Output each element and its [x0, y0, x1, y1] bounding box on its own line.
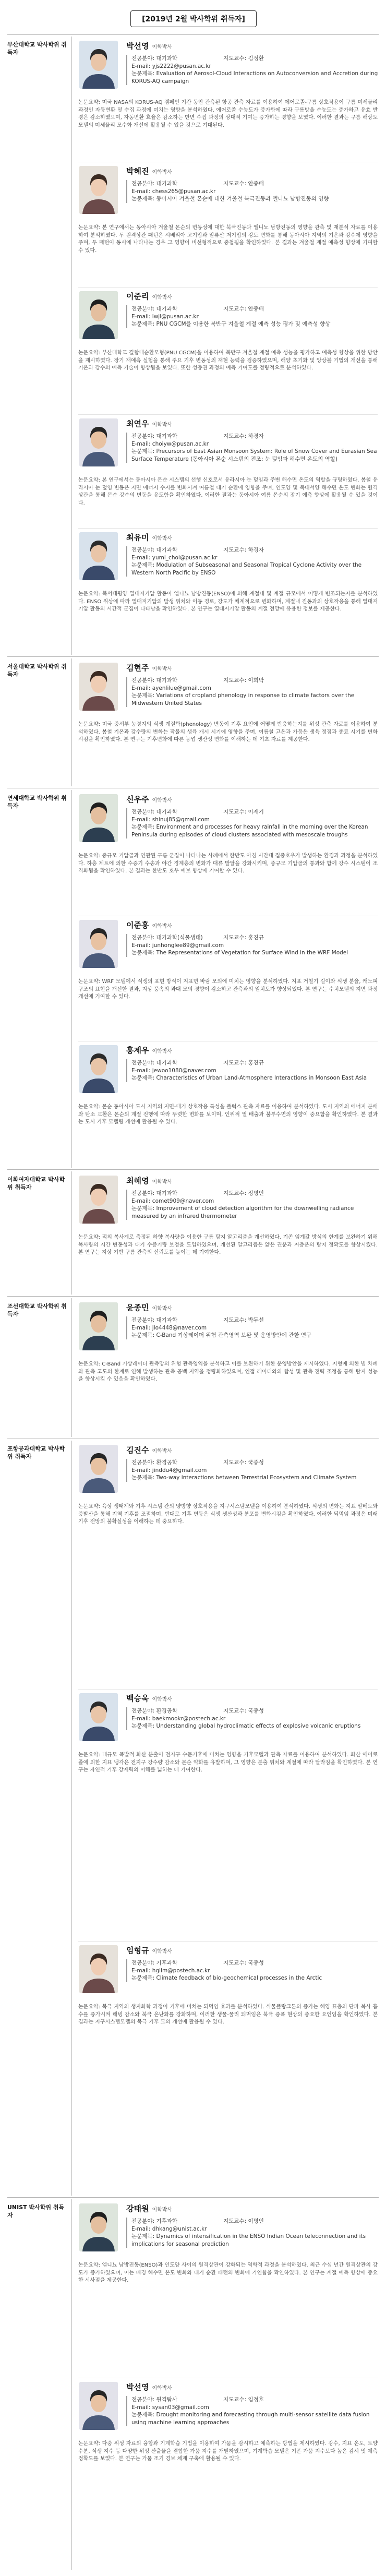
graduate-info — [126, 1693, 381, 1730]
graduate-details — [126, 934, 381, 957]
graduate-name-line — [126, 1302, 381, 1314]
section-divider — [7, 1169, 379, 1170]
portrait-photo — [79, 291, 118, 339]
email: E-mail: comet909@naver.com — [131, 1197, 214, 1204]
major-field: 전공분야: 대기과학(식물생태) — [131, 934, 203, 941]
thesis-summary: 논문요약: 본 연구에서는 동아시아 겨울철 몬순의 변동성에 대한 북극진동과 엘니뇨 남방진동의 영향을 관측 및 재분석 자료를 이용하여 분석하였다. 두 원격상관 패턴은 시베리아 고기압과 알류샨 저기압의 강도 변화를 통해 동아시아 지역의 기온과 강수에 영향을 주며, 두 패턴이 동시에 나타나는 경우 그 영향이 비선형적으로 중첩됨을 확인하였다. 본 결과는 겨울철 계절 예측성 향상에 기여할 수 있다. — [78, 225, 378, 254]
portrait-photo — [79, 418, 118, 466]
email: E-mail: junhonglee89@gmail.com — [131, 942, 224, 949]
degree-label: 이학박사 — [152, 2386, 173, 2391]
graduate-name: 박선영 — [126, 2382, 149, 2392]
graduate-info — [126, 663, 381, 707]
degree-label: 이학박사 — [152, 536, 173, 542]
degree-label: 이학박사 — [152, 1049, 173, 1055]
thesis-title: 논문제목: Two-way interactions between Terrestrial Ecosystem and Climate System — [131, 1475, 357, 1481]
thesis-title: 논문제목: PNU CGCM을 이용한 북반구 겨울철 계절 예측 성능 평가 및 예측성 향상 — [131, 321, 331, 327]
major-field: 전공분야: 기후과학 — [131, 1960, 178, 1966]
thesis-summary: 논문요약: 부산대학교 결합대순환모형(PNU CGCM)을 이용하여 북반구 겨울철 계절 예측 성능을 평가하고 예측성 향상을 위한 방안을 제시하였다. 장기 재예측 실험을 통해 주요 기후 변동성의 재현 능력을 검증하였으며, 해양 초기화 및 앙상블 기법의 개선을 통해 기온과 강수의 예측 기술이 향상됨을 보였다. 또한 성층권 과정의 예측 기여도를 정량적으로 분석하였다. — [78, 350, 378, 372]
major-field: 전공분야: 대기과학 — [131, 181, 178, 187]
graduate-name: 홍제우 — [126, 1046, 149, 1055]
graduate-name-line — [126, 794, 381, 806]
thesis-title: 논문제목: Climate feedback of bio-geochemical processes in the Arctic — [131, 1975, 322, 1981]
advisor: 지도교수: 하경자 — [223, 433, 264, 439]
graduate-details — [126, 433, 381, 463]
graduate-name: 최연우 — [126, 419, 149, 428]
graduate-info — [126, 920, 381, 957]
graduate-name-line — [126, 166, 381, 178]
section-divider — [7, 1296, 379, 1297]
degree-label: 이학박사 — [152, 1697, 173, 1703]
degree-label: 이학박사 — [152, 2207, 173, 2213]
section-divider — [7, 2197, 379, 2198]
email: E-mail: jlo4448@naver.com — [131, 1324, 207, 1331]
advisor: 지도교수: 안중배 — [223, 306, 264, 312]
graduate-details — [126, 808, 381, 838]
graduate-details — [126, 2396, 381, 2426]
graduate-name: 이준홍 — [126, 920, 149, 930]
degree-label: 이학박사 — [152, 422, 173, 428]
graduate-name: 이준리 — [126, 292, 149, 301]
advisor: 지도교수: 임정호 — [223, 2397, 264, 2403]
advisor: 지도교수: 안중배 — [223, 181, 264, 187]
graduate-name: 임형규 — [126, 1946, 149, 1955]
thesis-summary: 논문요약: WRF 모델에서 식생의 표현 방식이 지표면 바람 모의에 미치는 영향을 분석하였다. 지표 거칠기 길이와 식생 분율, 캐노피 구조의 표현을 개선한 결과, 지상 풍속의 과대 모의 경향이 감소하고 관측과의 일치도가 향상되었다. 본 연구는 수치모델의 지면 과정 개선에 기여할 수 있다. — [78, 979, 378, 1000]
graduate-name: 박선영 — [126, 41, 149, 51]
graduate-name-line — [126, 532, 381, 544]
advisor: 지도교수: 정명인 — [223, 1190, 264, 1196]
university-name: 이화여자대학교 박사학위 취득자 — [7, 1176, 65, 1191]
thesis-summary: 논문요약: 본 연구에서는 동아시아 몬순 시스템의 선행 신호로서 유라시아 눈 덮임과 주변 해수면 온도의 역할을 규명하였다. 봄철 유라시아 눈 덮임 변동은 지면 에너지 수지를 변화시켜 여름철 대기 순환에 영향을 주며, 인도양 및 북대서양 해수면 온도 변화는 원격상관을 통해 몬순 강수의 변동을 유도함을 확인하였다. 이러한 결과는 동아시아 여름 몬순의 장기 예측 향상에 활용될 수 있을 것이다. — [78, 477, 378, 506]
major-field: 전공분야: 대기과학 — [131, 1317, 178, 1323]
graduate-name: 강태원 — [126, 2204, 149, 2213]
thesis-summary: 논문요약: 육상 생태계와 기후 시스템 간의 양방향 상호작용을 지구시스템모델을 이용하여 분석하였다. 식생의 변화는 지표 알베도와 증발산을 통해 지역 기후를 조절하며, 반대로 기후 변동은 식생 생산성과 분포를 변화시킴을 확인하였다. 이러한 되먹임 과정은 미래 기후 전망의 불확실성을 이해하는 데 중요하다. — [78, 1504, 378, 1525]
graduate-name-line — [126, 1176, 381, 1188]
degree-label: 이학박사 — [152, 924, 173, 929]
thesis-title: 논문제목: Environment and processes for heavy rainfall in the morning over the Korean Peninsula during episodes of cloud clusters associated with mesoscale troughs — [131, 824, 368, 838]
graduate-name-line — [126, 41, 381, 53]
graduate-info — [126, 166, 381, 203]
major-field: 전공분야: 원격탐사 — [131, 2397, 178, 2403]
graduate-name: 백승욱 — [126, 1694, 149, 1703]
graduate-details — [126, 1959, 381, 1982]
university-name: 포항공과대학교 박사학위 취득자 — [7, 1445, 65, 1460]
portrait-photo — [79, 1445, 118, 1493]
graduate-name-line — [126, 2382, 381, 2394]
portrait-photo — [79, 920, 118, 968]
major-field: 전공분야: 환경공학 — [131, 1708, 178, 1714]
graduate-name: 최혜영 — [126, 1176, 149, 1185]
graduate-name-line — [126, 1045, 381, 1057]
email: E-mail: hglim@postech.ac.kr — [131, 1967, 210, 1974]
graduate-name-line — [126, 1693, 381, 1705]
advisor: 지도교수: 이재기 — [223, 809, 264, 815]
graduate-info — [126, 1045, 381, 1082]
graduate-info — [126, 1176, 381, 1220]
graduate-name-line — [126, 291, 381, 303]
thesis-title: 논문제목: Variations of cropland phenology in response to climate factors over the Midwestern United States — [131, 692, 355, 706]
email: E-mail: yjs2222@pusan.ac.kr — [131, 63, 211, 69]
thesis-summary: 논문요약: 엘니뇨 남방진동(ENSO)과 인도양 사이의 원격상관이 강화되는 역학적 과정을 분석하였다. 최근 수십 년간 원격상관의 강도가 증가하였으며, 이는 배경 해수면 온도 변화와 대기 순환 패턴의 변화에 기인함을 확인하였다. 본 연구는 계절 예측 향상에 중요한 시사점을 제공한다. — [78, 2262, 378, 2284]
degree-label: 이학박사 — [152, 1949, 173, 1955]
advisor: 지도교수: 김정환 — [223, 55, 264, 62]
advisor: 지도교수: 홍진규 — [223, 934, 264, 941]
graduate-name: 박혜진 — [126, 166, 149, 176]
email: E-mail: shinuj85@gmail.com — [131, 816, 210, 823]
portrait-photo — [79, 1945, 118, 1993]
graduate-details — [126, 1459, 381, 1482]
email: E-mail: ayenlilue@gmail.com — [131, 685, 211, 691]
portrait-photo — [79, 1176, 118, 1224]
portrait-photo — [79, 166, 118, 214]
degree-label: 이학박사 — [152, 1448, 173, 1454]
thesis-summary: 논문요약: 미국 중서부 농경지의 식생 계절학(phenology) 변동이 기후 요인에 어떻게 반응하는지를 위성 관측 자료를 이용하여 분석하였다. 봄철 기온과 강수량의 변화는 작물의 생육 개시 시기에 영향을 주며, 여름철 고온과 가뭄은 생육 정점과 종료 시기를 변화시킴을 확인하였다. 본 연구는 기후변화에 따른 농업 생산성 변화를 이해하는 데 기초 자료를 제공한다. — [78, 722, 378, 743]
email: E-mail: dhkang@unist.ac.kr — [131, 2225, 207, 2232]
university-name: 연세대학교 박사학위 취득자 — [7, 795, 67, 809]
graduate-name: 윤종민 — [126, 1303, 149, 1312]
major-field: 전공분야: 대기과학 — [131, 1060, 178, 1066]
graduate-name-line — [126, 418, 381, 430]
thesis-title: 논문제목: C-Band 기상레이더 위험 관측영역 보완 및 운영방안에 관한 연구 — [131, 1332, 312, 1338]
thesis-summary: 논문요약: 대규모 폭발적 화산 분출이 전지구 수문기후에 미치는 영향을 기후모델과 관측 자료를 이용하여 분석하였다. 화산 에어로졸에 의한 지표 냉각은 전지구 강수량 감소와 몬순 약화를 유발하며, 그 영향은 분출 위치와 계절에 따라 달라짐을 확인하였다. 본 연구는 자연적 기후 강제력의 이해를 넓히는 데 기여한다. — [78, 1752, 378, 1774]
thesis-title: 논문제목: Improvement of cloud detection algorithm for the downwelling radiance measured by an infrared thermometer — [131, 1205, 354, 1219]
advisor: 지도교수: 국종성 — [223, 1708, 264, 1714]
graduate-info — [126, 532, 381, 577]
section-divider — [7, 656, 379, 657]
thesis-title: 논문제목: Drought monitoring and forecasting through multi-sensor satellite data fusion using machine learning approaches — [131, 2412, 370, 2426]
thesis-summary: 논문요약: 중규모 기압골과 연관된 구름 군집이 나타나는 사례에서 한반도 아침 시간대 집중호우가 발생하는 환경과 과정을 분석하였다. 하층 제트에 의한 수증기 수송과 야간 경계층의 변화가 대류 발달을 강화시키며, 중규모 기압골의 통과와 함께 강수 시스템이 조직화됨을 확인하였다. 본 결과는 한반도 호우 예보 향상에 기여할 수 있다. — [78, 853, 378, 874]
major-field: 전공분야: 대기과학 — [131, 547, 178, 553]
graduate-name: 김진수 — [126, 1445, 149, 1455]
graduate-name: 최유미 — [126, 533, 149, 542]
advisor: 지도교수: 하경자 — [223, 547, 264, 553]
email: E-mail: choiyw@pusan.ac.kr — [131, 440, 209, 447]
thesis-title: 논문제목: Characteristics of Urban Land-Atmosphere Interactions in Monsoon East Asia — [131, 1075, 367, 1081]
major-field: 전공분야: 대기과학 — [131, 677, 178, 684]
graduate-name-line — [126, 920, 381, 932]
university-name: UNIST 박사학위 취득자 — [7, 2204, 65, 2219]
graduate-name-line — [126, 1945, 381, 1957]
email: E-mail: yumi_choi@pusan.ac.kr — [131, 554, 218, 561]
thesis-title: 논문제목: Precursors of East Asian Monsoon System: Role of Snow Cover and Eurasian Sea Surface Temperature (동아시아 몬순 시스템의 전조: 눈 덮임과 해수면 온도의 역할) — [131, 448, 377, 462]
degree-label: 이학박사 — [152, 295, 173, 301]
major-field: 전공분야: 대기과학 — [131, 1190, 178, 1196]
thesis-title: 논문제목: Understanding global hydroclimatic effects of explosive volcanic eruptions — [131, 1723, 361, 1729]
thesis-title: 논문제목: Dynamics of intensification in the ENSO Indian Ocean teleconnection and its implications for seasonal prediction — [131, 2233, 366, 2247]
graduate-info — [126, 418, 381, 463]
portrait-photo — [79, 1302, 118, 1350]
major-field: 전공분야: 대기과학 — [131, 306, 178, 312]
entry-divider — [78, 414, 378, 415]
university-name: 부산대학교 박사학위 취득자 — [7, 41, 67, 56]
thesis-title: 논문제목: Modulation of Subseasonal and Seasonal Tropical Cyclone Activity over the Western North Pacific by ENSO — [131, 562, 362, 576]
graduate-info — [126, 1945, 381, 1982]
thesis-summary: 논문요약: 다중 위성 자료의 융합과 기계학습 기법을 이용하여 가뭄을 감시하고 예측하는 방법을 제시하였다. 강수, 지표 온도, 토양 수분, 식생 지수 등 다양한 위성 산출물을 결합한 가뭄 지수를 개발하였으며, 기계학습 모델은 기존 가뭄 지수보다 높은 감시 및 예측 정확도를 보였다. 본 연구는 가뭄 조기 경보 체계 구축에 활용될 수 있다. — [78, 2441, 378, 2462]
portrait-photo — [79, 41, 118, 89]
university-name: 서울대학교 박사학위 취득자 — [7, 663, 67, 678]
advisor: 지도교수: 박두선 — [223, 1317, 264, 1323]
thesis-title: 논문제목: 동아시아 겨울철 몬순에 대한 겨울철 북극진동과 엘니뇨 남방진동의 영향 — [131, 196, 329, 202]
thesis-title: 논문제목: The Representations of Vegetation for Surface Wind in the WRF Model — [131, 950, 348, 956]
portrait-photo — [79, 663, 118, 711]
graduate-details — [126, 180, 381, 203]
major-field: 전공분야: 대기과학 — [131, 55, 178, 62]
portrait-photo — [79, 794, 118, 842]
entry-divider — [78, 528, 378, 529]
graduate-name-line — [126, 1445, 381, 1457]
thesis-summary: 논문요약: 북극 지역의 생지화학 과정이 기후에 미치는 되먹임 효과를 분석하였다. 식물플랑크톤의 증가는 해양 표층의 단파 복사 흡수를 증가시켜 해빙 감소와 북극 온난화를 강화하며, 이러한 생물-물리 되먹임은 북극 증폭 현상의 중요한 요인임을 확인하였다. 본 결과는 지구시스템모델의 북극 기후 모의 개선에 활용될 수 있다. — [78, 2004, 378, 2026]
advisor: 지도교수: 국종성 — [223, 1459, 264, 1466]
advisor: 지도교수: 이명인 — [223, 2218, 264, 2224]
entry-divider — [78, 1689, 378, 1690]
major-field: 전공분야: 대기과학 — [131, 809, 178, 815]
graduate-name-line — [126, 663, 381, 675]
advisor: 지도교수: 홍진규 — [223, 1060, 264, 1066]
graduate-details — [126, 1707, 381, 1730]
entry-divider — [78, 1941, 378, 1942]
email: E-mail: sysan03@gmail.com — [131, 2404, 209, 2411]
graduate-details — [126, 677, 381, 707]
portrait-photo — [79, 2203, 118, 2251]
graduate-details — [126, 305, 381, 328]
degree-label: 이학박사 — [152, 1306, 173, 1312]
graduate-name-line — [126, 2203, 381, 2215]
section-divider — [7, 34, 379, 35]
major-field: 전공분야: 기후과학 — [131, 2218, 178, 2224]
portrait-photo — [79, 2382, 118, 2430]
email: E-mail: lwjl@pusan.ac.kr — [131, 313, 199, 320]
graduate-details — [126, 546, 381, 577]
graduate-info — [126, 2203, 381, 2248]
email: E-mail: jinddu4@gmail.com — [131, 1467, 207, 1473]
advisor: 지도교수: 이희박 — [223, 677, 264, 684]
email: E-mail: jewoo1080@naver.com — [131, 1067, 216, 1074]
degree-label: 이학박사 — [152, 1179, 173, 1185]
portrait-photo — [79, 1045, 118, 1093]
graduate-info — [126, 291, 381, 328]
graduate-details — [126, 1059, 381, 1082]
graduate-details — [126, 2218, 381, 2248]
graduate-info — [126, 1445, 381, 1482]
thesis-summary: 논문요약: 적외 복사계로 측정된 하향 복사량을 이용한 구름 탐지 알고리즘을 개선하였다. 기존 임계값 방식의 한계를 보완하기 위해 복사량의 시간 변동성과 대기 수증기량 보정을 도입하였으며, 개선된 알고리즘은 얇은 권운과 저층운의 탐지 정확도를 향상시켰다. 본 연구는 지상 기반 구름 관측의 신뢰도를 높이는 데 기여한다. — [78, 1235, 378, 1256]
thesis-summary: 논문요약: C-Band 기상레이더 관측망의 위험 관측영역을 분석하고 이를 보완하기 위한 운영방안을 제시하였다. 지형에 의한 빔 차폐와 관측 고도의 한계로 인해 발생하는 관측 공백 지역을 정량화하였으며, 인접 레이더와의 합성 및 관측 전략 조정을 통해 탐지 성능을 향상시킬 수 있음을 확인하였다. — [78, 1361, 378, 1383]
degree-label: 이학박사 — [152, 44, 173, 50]
page-title: [2019년 2월 박사학위 취득자] — [130, 10, 257, 27]
thesis-summary: 논문요약: 미국 NASA의 KORUS-AQ 캠페인 기간 동안 관측된 항공 관측 자료를 이용하여 에어로졸-구름 상호작용이 구름 미세물리 과정인 자동변환 및 수집 과정에 미치는 영향을 분석하였다. 에어로졸 수농도가 증가함에 따라 구름방울 수농도는 증가하고 유효 반경은 감소하였으며, 자동변환 효율은 감소하는 반면 수집 과정의 상대적 기여는 증가하는 경향을 보였다. 이러한 결과는 구름 해상도 모델의 미세물리 모수화 개선에 활용될 수 있을 것으로 기대된다. — [78, 100, 378, 128]
email: E-mail: chess265@pusan.ac.kr — [131, 188, 216, 195]
graduate-details — [126, 1316, 381, 1339]
graduate-info — [126, 1302, 381, 1339]
thesis-summary: 논문요약: 몬순 동아시아 도시 지역의 지면-대기 상호작용 특성을 플럭스 관측 자료를 이용하여 분석하였다. 도시 지역의 에너지 분배와 탄소 교환은 몬순의 계절 진행에 따라 뚜렷한 변화를 보이며, 인위적 열 배출과 불투수면의 영향이 중요함을 확인하였다. 본 결과는 도시 기후 모델링 개선에 활용될 수 있다. — [78, 1104, 378, 1125]
advisor: 지도교수: 국종성 — [223, 1960, 264, 1966]
graduate-info — [126, 794, 381, 838]
graduate-details — [126, 1190, 381, 1220]
university-name: 조선대학교 박사학위 취득자 — [7, 1303, 67, 1317]
graduate-name: 신우주 — [126, 795, 149, 804]
degree-label: 이학박사 — [152, 666, 173, 672]
major-field: 전공분야: 대기과학 — [131, 433, 178, 439]
major-field: 전공분야: 환경공학 — [131, 1459, 178, 1466]
thesis-summary: 논문요약: 북서태평양 열대저기압 활동이 엘니뇨 남방진동(ENSO)에 의해 계절내 및 계절 규모에서 어떻게 변조되는지를 분석하였다. ENSO 위상에 따라 열대저기압의 발생 위치와 이동 경로, 강도가 체계적으로 변화하며, 계절내 진동과의 상호작용을 통해 열대저기압 활동의 시간적 군집이 나타남을 확인하였다. 본 연구는 열대저기압 활동의 계절 전망에 유용한 정보를 제공한다. — [78, 591, 378, 613]
graduate-info — [126, 2382, 381, 2426]
graduate-name: 김현주 — [126, 663, 149, 673]
portrait-photo — [79, 532, 118, 580]
degree-label: 이학박사 — [152, 170, 173, 175]
email: E-mail: baekmookr@postech.ac.kr — [131, 1715, 226, 1722]
graduate-details — [126, 55, 381, 85]
portrait-photo — [79, 1693, 118, 1741]
graduate-info — [126, 41, 381, 85]
thesis-title: 논문제목: Evaluation of Aerosol-Cloud Interactions on Autoconversion and Accretion during KORUS-AQ campaign — [131, 70, 378, 85]
degree-label: 이학박사 — [152, 798, 173, 804]
